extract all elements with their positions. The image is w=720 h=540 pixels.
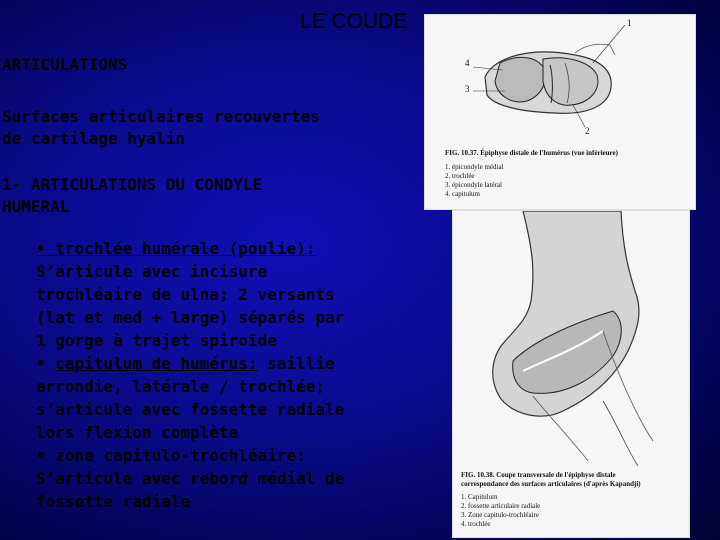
bullet-capitulum-rest: saillie xyxy=(257,354,335,373)
bullet-trochlee-line-1: S’articule avec incisure xyxy=(36,262,268,281)
bullet-capitulum-title-text: capitulum de humérus: xyxy=(55,354,258,373)
figure1-legend-2: 2. trochlée xyxy=(445,172,475,180)
bullet-capitulum-marker: • xyxy=(36,354,56,373)
bullet-zone-line-2: fossette radiale xyxy=(36,492,191,511)
bullet-capitulum-line-3: lors flexion complète xyxy=(36,423,239,442)
surfaces-line-1: Surfaces articulaires recouvertes xyxy=(2,107,320,126)
figure1-label-1: 1 xyxy=(627,18,632,28)
bullet-capitulum-title xyxy=(36,353,335,375)
bullet-trochlee-title-text: • trochlée humérale (poulie): xyxy=(36,239,316,258)
articulation-heading-line-2: HUMERAL xyxy=(2,197,70,216)
figure1-legend-4: 4. capitulum xyxy=(445,190,480,198)
figure-humerus-inferior-view xyxy=(424,14,696,210)
bullet-trochlee-title xyxy=(36,238,315,260)
section-illustration xyxy=(453,211,689,537)
bullet-zone-line-1: S’articule avec rebord médial de xyxy=(36,469,345,488)
figure2-legend-2: 2. fossette articulaire radiale xyxy=(461,502,541,510)
figure2-legend-4: 4. trochlée xyxy=(461,520,491,528)
figure1-label-4: 4 xyxy=(465,58,470,68)
figure1-label-2: 2 xyxy=(585,126,590,136)
figure2-caption-sub: correspondance des surfaces articulaires (d'après Kapandji) xyxy=(461,480,641,488)
figure1-legend-3: 3. épicondyle latéral xyxy=(445,181,502,189)
figure-transverse-section xyxy=(452,210,690,538)
figure2-legend-3: 3. Zone capitulo-trochléaire xyxy=(461,511,539,519)
figure2-legend-1: 1. Capitulum xyxy=(461,493,498,501)
bullet-zone-title: • zone capitulo-trochléaire: xyxy=(36,446,306,465)
figure1-label-3: 3 xyxy=(465,84,470,94)
section-heading: ARTICULATIONS xyxy=(2,55,128,74)
surfaces-line-2: de cartilage hyalin xyxy=(2,129,186,148)
bullet-trochlee-line-4: 1 gorge à trajet spiroïde xyxy=(36,331,277,350)
figure1-legend-1: 1. épicondyle médial xyxy=(445,163,504,171)
bullet-trochlee-line-3: (lat et med + large) séparés par xyxy=(36,308,345,327)
articulation-heading-line-1: 1- ARTICULATIONS DU CONDYLE xyxy=(2,175,263,194)
bullet-capitulum-line-2: s’articule avec fossette radiale xyxy=(36,400,345,419)
bullet-capitulum-line-1: arrondie, latérale / trochlée; xyxy=(36,377,325,396)
bullet-trochlee-line-2: trochléaire de ulna; 2 versants xyxy=(36,285,335,304)
page-title: LE COUDE xyxy=(300,10,408,33)
figure1-caption: FIG. 10.37. Épiphyse distale de l'humérus (vue inférieure) xyxy=(445,149,618,157)
figure2-caption: FIG. 10.38. Coupe transversale de l'épiphyse distale xyxy=(461,471,616,479)
